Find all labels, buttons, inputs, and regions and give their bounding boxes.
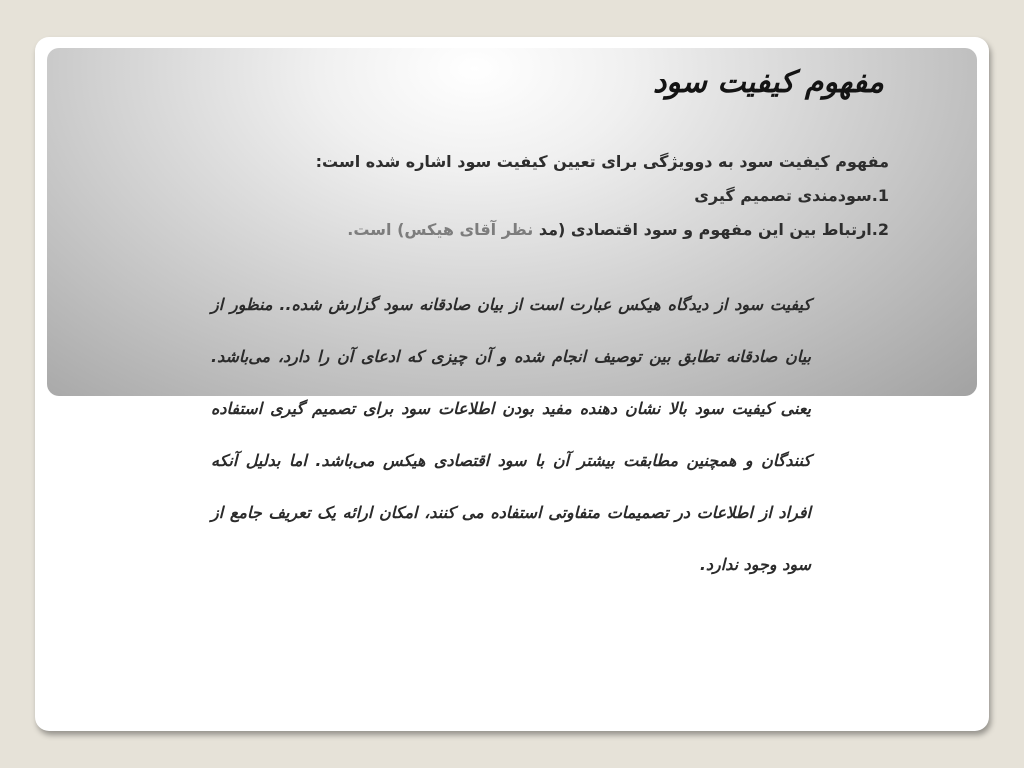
bullet-item-2-muted-text: نظر آقای هیکس) است.	[347, 220, 534, 239]
bullet-item-1: 1.سودمندی تصمیم گیری	[694, 186, 889, 205]
bullet-item-2-text: 2.ارتباط بین این مفهوم و سود اقتصادی (مد	[533, 220, 889, 239]
bullet-intro: مفهوم کیفیت سود به دوویژگی برای تعیین کیفیت سود اشاره شده است:	[315, 152, 889, 171]
slide-title: مفهوم کیفیت سود	[652, 65, 884, 100]
bullet-item-2	[316, 213, 889, 247]
slide	[35, 37, 989, 731]
body-paragraph: کیفیت سود از دیدگاه هیکس عبارت است از بیان صادقانه سود گزارش شده.. منظور از بیان صادقانه تطابق بین توصیف انجام شده و آن چیزی که ادعای آن را دارد، می‌باشد. یعنی کیفیت سود بالا نشان دهنده مفید بودن اطلاعات سود برای تصمیم گیری استفاده کنندگان و همچنین مطابقت بیشتر آن با سود اقتصادی هیکس می‌باشد. اما بدلیل آنکه افراد از اطلاعات در تصمیمات متفاوتی استفاده می کنند، امکان ارائه یک تعریف جامع از سود وجود ندارد.	[211, 295, 811, 574]
bullet-list	[316, 145, 889, 247]
